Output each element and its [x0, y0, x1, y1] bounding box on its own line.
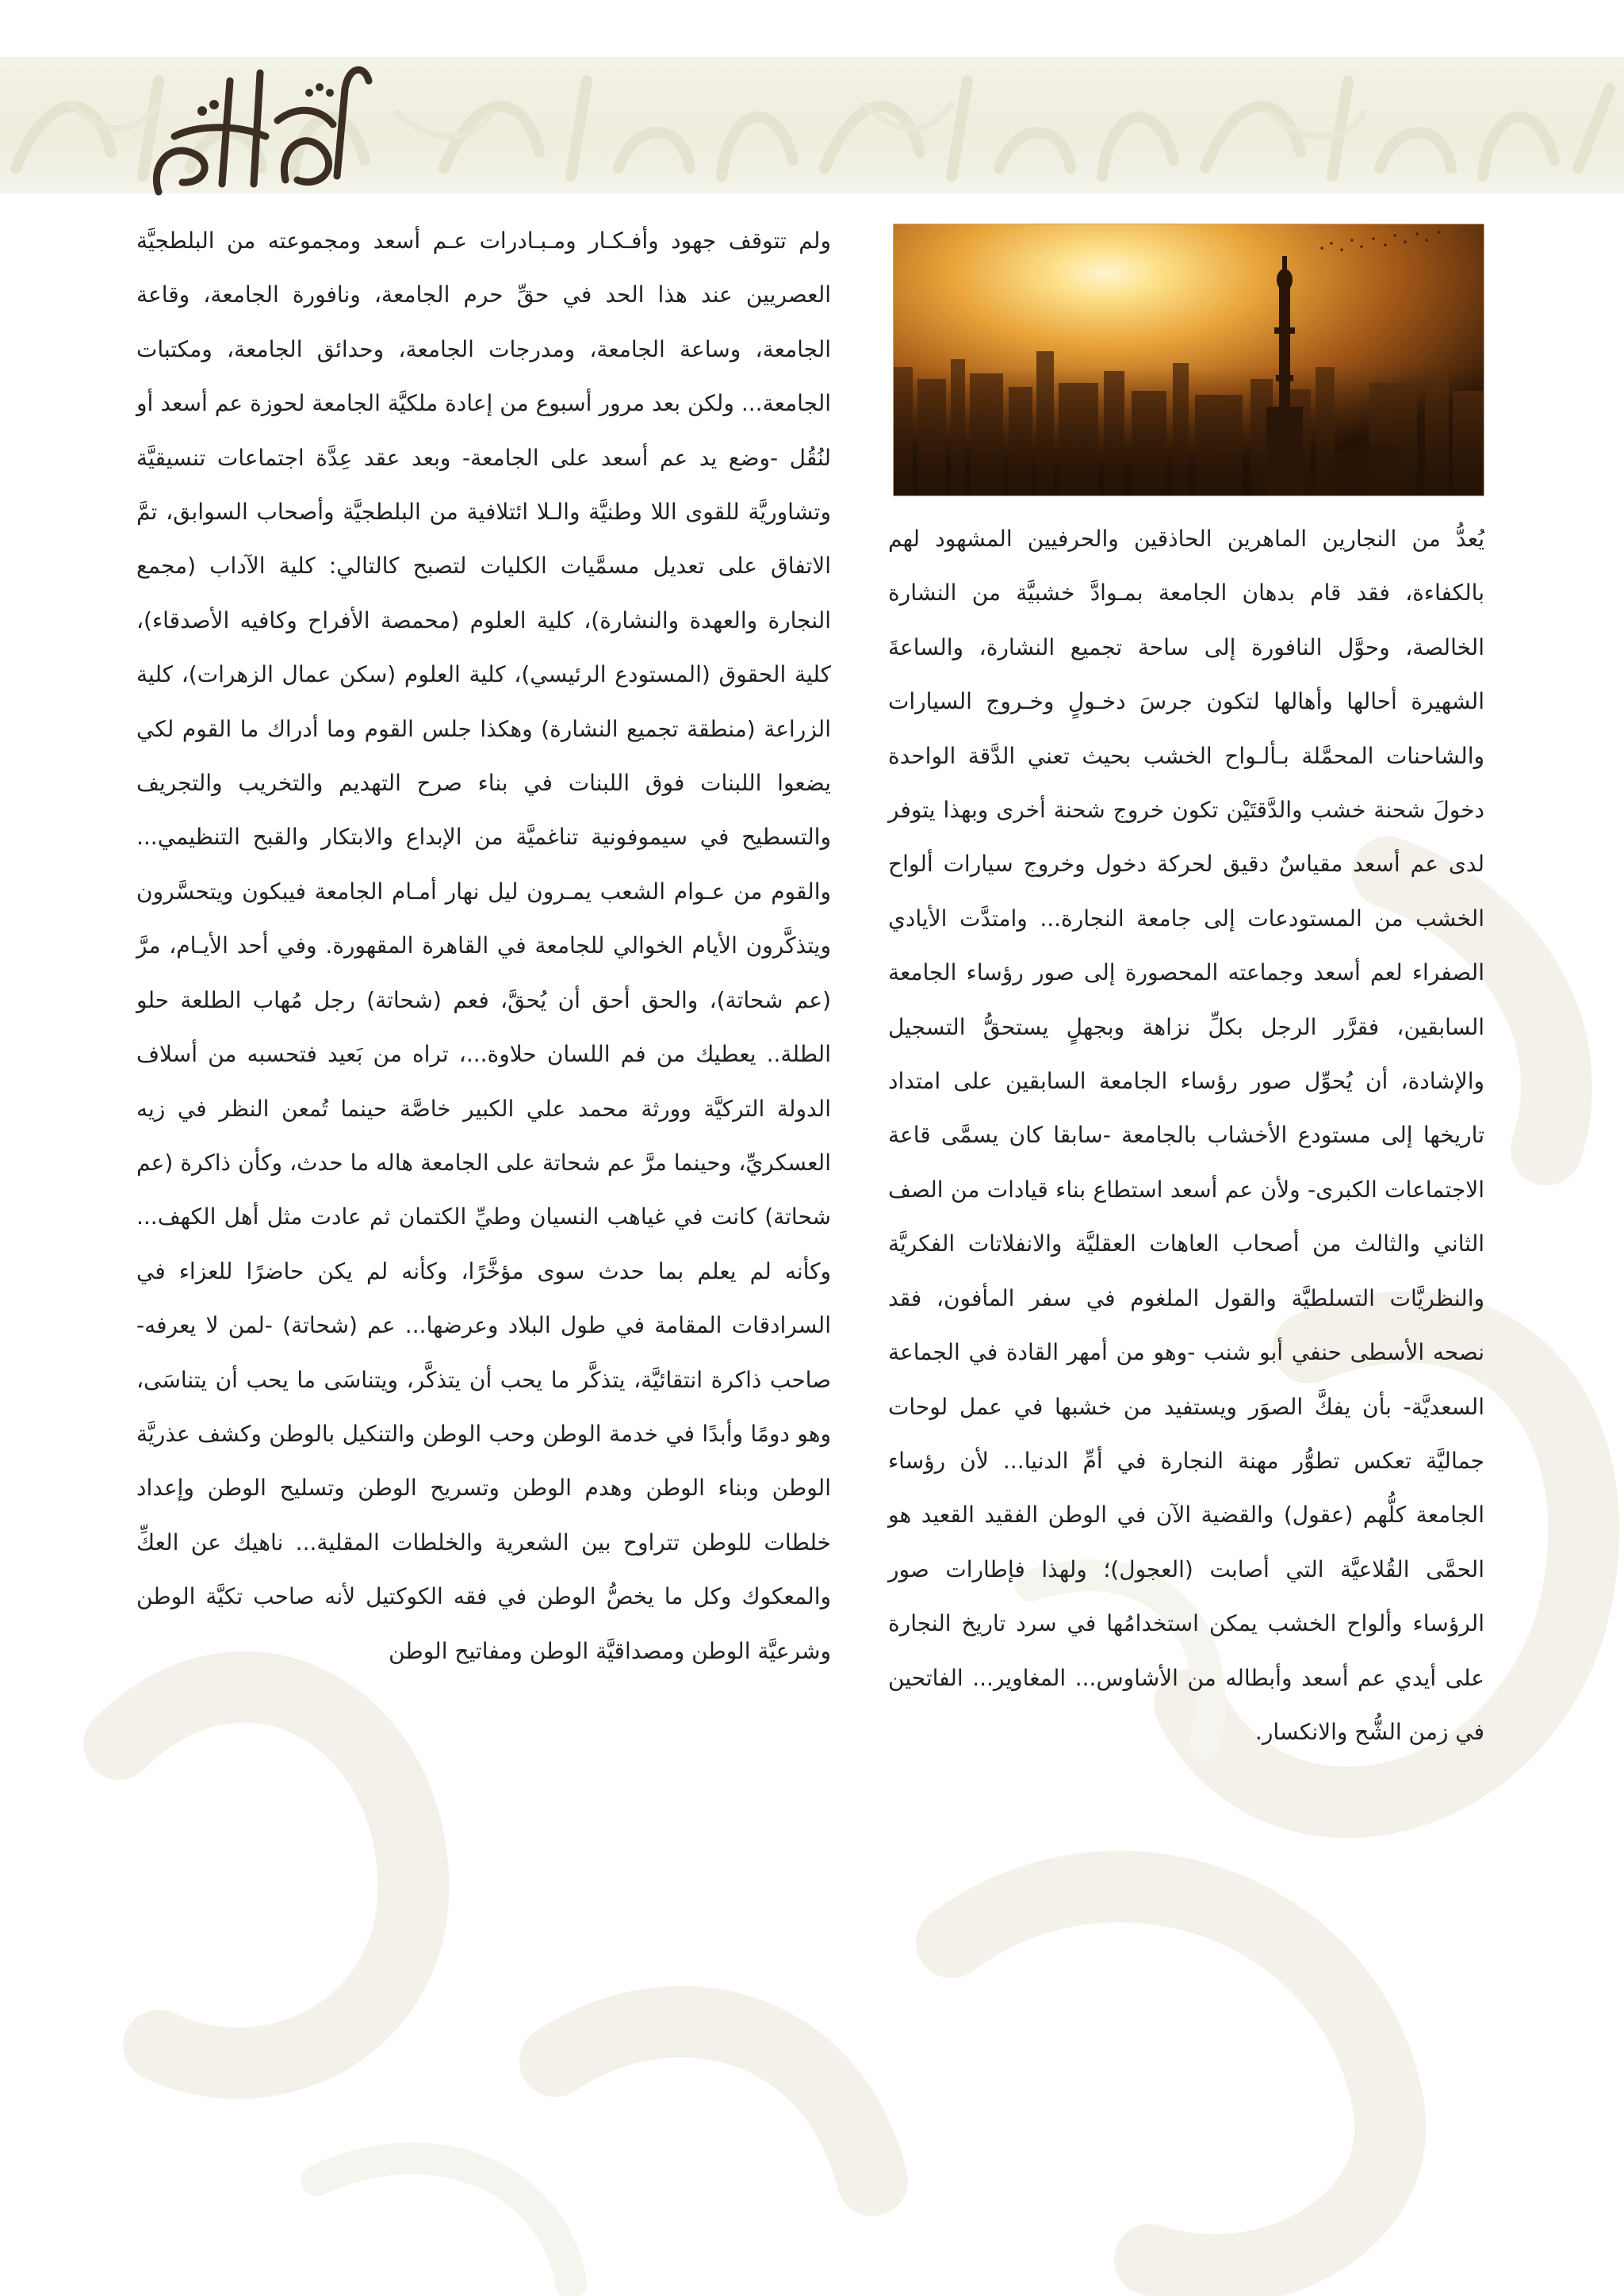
article-column-right: [888, 512, 1484, 1759]
sunset-skyline-photo: [893, 224, 1484, 496]
magazine-logo: [127, 49, 381, 205]
logo-calligraphy: [127, 49, 381, 205]
paragraph: ولم تتوقف جهود وأفـكـار ومـبـادرات عـم أسعد ومجموعته من البلطجيَّة العصريين عند هذا الحد في حقِّ حرم الجامعة، ونافورة الجامعة، وقاعة الجامعة، وساعة الجامعة، ومدرجات الجامعة، وحدائق الجامعة، ومكتبات الجامعة... ولكن بعد مرور أسبوع من إعادة ملكيَّة الجامعة لحوزة عم أسعد أو لنُقُل -وضع يد عم أسعد على الجامعة- وبعد عقد عِدَّة اجتماعات تنسيقيَّة وتشاوريَّة للقوى اللا وطنيَّة والـلا ائتلافية من البلطجيَّة وأصحاب السوابق، تمَّ الاتفاق على تعديل مسمَّيات الكليات لتصبح كالتالي: كلية الآداب (مجمع النجارة والعهدة والنشارة)، كلية العلوم (محمصة الأفراح وكافيه الأصدقاء)، كلية الحقوق (المستودع الرئيسي)، كلية العلوم (سكن عمال الزهرات)، كلية الزراعة (منطقة تجميع النشارة) وهكذا جلس القوم وما أدراك ما القوم لكي يضعوا اللبنات فوق اللبنات في بناء صرح التهديم والتخريب والتجريف والتسطيح في سيموفونية تناغميَّة من الإبداع والابتكار والقبح التنظيمي... والقوم من عـوام الشعب يمـرون ليل نهار أمـام الجامعة فيبكون ويتحسَّرون ويتذكَّرون الأيام الخوالي للجامعة في القاهرة المقهورة. وفي أحد الأيـام، مرَّ (عم شحاتة)، والحق أحق أن يُحقَّ، فعم (شحاتة) رجل مُهاب الطلعة حلو الطلة.. يعطيك من فم اللسان حلاوة...، تراه من بَعيد فتحسبه من أسلاف الدولة التركيَّة وورثة محمد علي الكبير خاصَّة حينما تُمعن النظر في زيه العسكريِّ، وحينما مرَّ عم شحاتة على الجامعة هاله ما حدث، وكأن ذاكرة (عم شحاتة) كانت في غياهب النسيان وطيِّ الكتمان ثم عادت مثل أهل الكهف... وكأنه لم يعلم بما حدث سوى مؤخَّرًا، وكأنه لم يكن حاضرًا للعزاء في السرادقات المقامة في طول البلاد وعرضها... عم (شحاتة) -لمن لا يعرفه- صاحب ذاكرة انتقائيَّة، يتذكَّر ما يحب أن يتذكَّر، ويتناسَى ما يحب أن يتناسَى، وهو دومًا وأبدًا في خدمة الوطن وحب الوطن والتنكيل بالوطن وكشف عذريَّة الوطن وبناء الوطن وهدم الوطن وتسريح الوطن وتسليح الوطن وإعداد خلطات للوطن تتراوح بين الشعرية والخلطات المقلية... ناهيك عن العكِّ والمعكوك وكل ما يخصُّ الوطن في فقه الكوكتيل لأنه صاحب تكيَّة الوطن وشرعيَّة الوطن ومصداقيَّة الوطن ومفاتيح الوطن: [136, 228, 831, 1664]
article-column-left: [136, 214, 831, 1678]
logo-text: عماد الدين: [251, 148, 256, 149]
paragraph: يُعدُّ من النجارين الماهرين الحاذقين والحرفيين المشهود لهم بالكفاءة، فقد قام بدهان الجامعة بمـوادَّ خشبيَّة من النشارة الخالصة، وحوَّل النافورة إلى ساحة تجميع النشارة، والساعةَ الشهيرة أحالها وأهالها لتكون جرسَ دخـولٍ وخـروج السيارات والشاحنات المحمَّلة بـألـواح الخشب بحيث تعني الدَّقة الواحدة دخولَ شحنة خشب والدَّقتَيْن تكون خروج شحنة أخرى وبهذا يتوفر لدى عم أسعد مقياسٌ دقيق لحركة دخول وخروج سيارات ألواح الخشب من المستودعات إلى جامعة النجارة... وامتدَّت الأيادي الصفراء لعم أسعد وجماعته المحصورة إلى صور رؤساء الجامعة السابقين، فقرَّر الرجل بكلِّ نزاهة وبجهلٍ يستحقُّ التسجيل والإشادة، أن يُحوِّل صور رؤساء الجامعة السابقين على امتداد تاريخها إلى مستودع الأخشاب بالجامعة -سابقا كان يسمَّى قاعة الاجتماعات الكبرى- ولأن عم أسعد استطاع بناء قيادات من الصف الثاني والثالث من أصحاب العاهات العقليَّة والانفلاتات الفكريَّة والنظريَّات التسلطيَّة والقول الملغوم في سفر المأفون، فقد نصحه الأسطى حنفي أبو شنب -وهو من أمهر القادة في الجماعة السعديَّة- بأن يفكَّ الصوَر ويستفيد من خشبها في عمل لوحات جماليَّة تعكس تطوُّر مهنة النجارة في أمِّ الدنيا... لأن رؤساء الجامعة كلُّهم (عقول) والقضية الآن في الوطن الفقيد القعيد هو الحمَّى القُلاعيَّة التي أصابت (العجول)؛ ولهذا فإطارات صور الرؤساء وألواح الخشب يمكن استخدامُها في سرد تاريخ النجارة على أيدي عم أسعد وأبطاله من الأشاوس... المغاوير... الفاتحين في زمن الشُّح والانكسار.: [888, 526, 1484, 1745]
